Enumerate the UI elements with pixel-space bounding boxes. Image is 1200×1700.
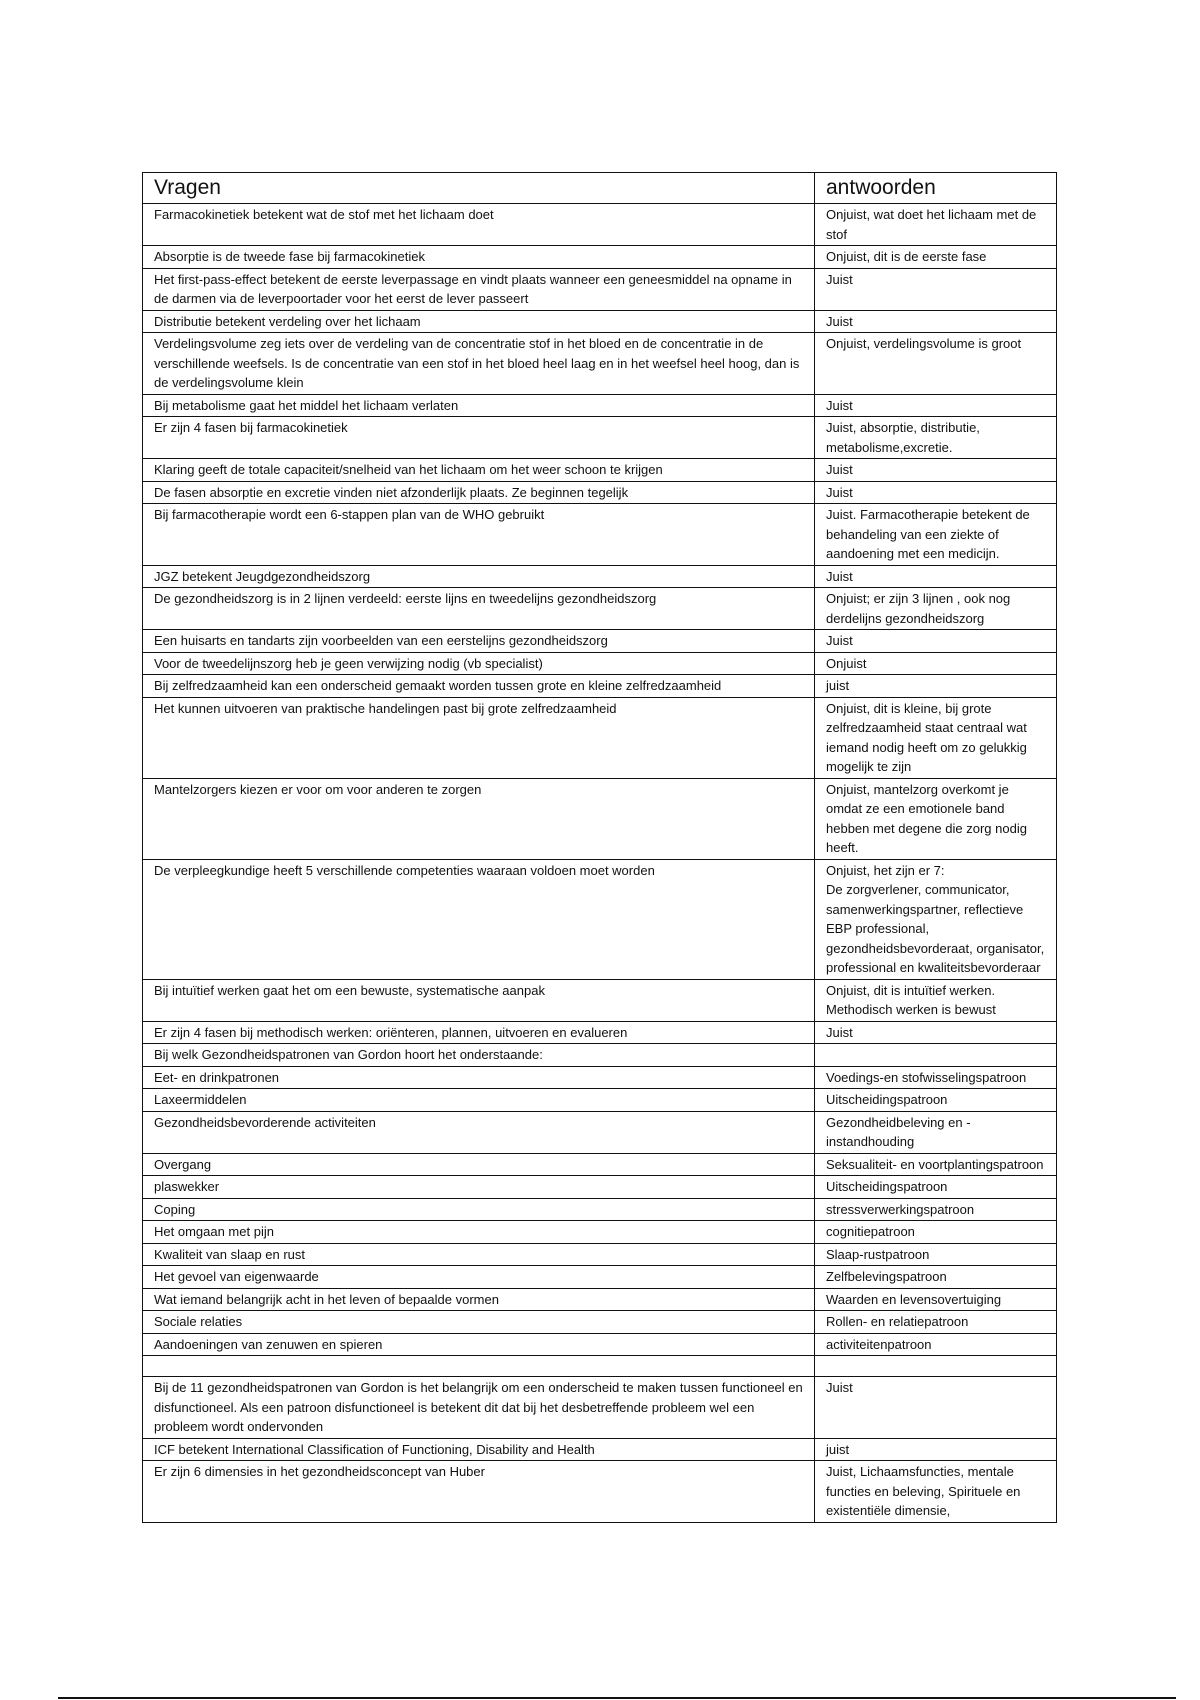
table-header-row xyxy=(143,173,1057,204)
qa-table xyxy=(142,172,1057,1523)
table-row xyxy=(143,979,1057,1021)
table-row xyxy=(143,1461,1057,1523)
table-row xyxy=(143,697,1057,778)
table-row xyxy=(143,1243,1057,1266)
table-row xyxy=(143,417,1057,459)
answer-cell: Onjuist, wat doet het lichaam met de stof xyxy=(815,204,1057,246)
answer-cell: cognitiepatroon xyxy=(815,1221,1057,1244)
question-cell: Voor de tweedelijnszorg heb je geen verwijzing nodig (vb specialist) xyxy=(143,652,815,675)
question-cell: Farmacokinetiek betekent wat de stof met het lichaam doet xyxy=(143,204,815,246)
answer-cell: Zelfbelevingspatroon xyxy=(815,1266,1057,1289)
question-cell: Sociale relaties xyxy=(143,1311,815,1334)
answer-cell: Juist xyxy=(815,459,1057,482)
table-row xyxy=(143,1111,1057,1153)
question-cell: Kwaliteit van slaap en rust xyxy=(143,1243,815,1266)
table-row xyxy=(143,1089,1057,1112)
table-row xyxy=(143,268,1057,310)
table-row xyxy=(143,1198,1057,1221)
question-cell: Het gevoel van eigenwaarde xyxy=(143,1266,815,1289)
table-row xyxy=(143,859,1057,979)
table-row xyxy=(143,204,1057,246)
table-row xyxy=(143,1044,1057,1067)
question-cell: De fasen absorptie en excretie vinden niet afzonderlijk plaats. Ze beginnen tegelijk xyxy=(143,481,815,504)
table-row xyxy=(143,588,1057,630)
question-cell: Mantelzorgers kiezen er voor om voor anderen te zorgen xyxy=(143,778,815,859)
question-cell: Het first-pass-effect betekent de eerste leverpassage en vindt plaats wanneer een geneesmiddel na opname in de darmen via de leverpoortader voor het eerst de lever passeert xyxy=(143,268,815,310)
answer-cell: stressverwerkingspatroon xyxy=(815,1198,1057,1221)
question-cell: Wat iemand belangrijk acht in het leven of bepaalde vormen xyxy=(143,1288,815,1311)
answer-cell: Juist xyxy=(815,1377,1057,1439)
table-row xyxy=(143,1221,1057,1244)
answer-cell: Onjuist xyxy=(815,652,1057,675)
table-row xyxy=(143,481,1057,504)
question-cell: Het omgaan met pijn xyxy=(143,1221,815,1244)
question-cell: Er zijn 4 fasen bij farmacokinetiek xyxy=(143,417,815,459)
answer-cell: Onjuist, het zijn er 7: De zorgverlener, communicator, samenwerkingspartner, reflectieve EBP professional, gezondheidsbevorderaat, organisator, professional en kwaliteitsbevorderaar xyxy=(815,859,1057,979)
answer-cell: Juist xyxy=(815,565,1057,588)
answer-cell: Slaap-rustpatroon xyxy=(815,1243,1057,1266)
question-cell: Distributie betekent verdeling over het lichaam xyxy=(143,310,815,333)
table-row xyxy=(143,1377,1057,1439)
question-cell: Bij de 11 gezondheidspatronen van Gordon is het belangrijk om een onderscheid te maken tussen functioneel en disfunctioneel. Als een patroon disfunctioneel is betekent dit dat bij het desbetreffende probleem wel een probleem wordt ondervonden xyxy=(143,1377,815,1439)
table-row xyxy=(143,1176,1057,1199)
header-antwoorden: antwoorden xyxy=(815,173,1057,204)
question-cell xyxy=(143,1356,815,1377)
question-cell: Bij farmacotherapie wordt een 6-stappen plan van de WHO gebruikt xyxy=(143,504,815,566)
question-cell: Eet- en drinkpatronen xyxy=(143,1066,815,1089)
answer-cell: juist xyxy=(815,675,1057,698)
question-cell: Er zijn 4 fasen bij methodisch werken: oriënteren, plannen, uitvoeren en evalueren xyxy=(143,1021,815,1044)
answer-cell: Onjuist, verdelingsvolume is groot xyxy=(815,333,1057,395)
table-body xyxy=(143,204,1057,1523)
question-cell: Een huisarts en tandarts zijn voorbeelden van een eerstelijns gezondheidszorg xyxy=(143,630,815,653)
table-row xyxy=(143,1333,1057,1356)
question-cell: Absorptie is de tweede fase bij farmacokinetiek xyxy=(143,246,815,269)
question-cell: Gezondheidsbevorderende activiteiten xyxy=(143,1111,815,1153)
table-row xyxy=(143,246,1057,269)
answer-cell: Juist xyxy=(815,394,1057,417)
table-row xyxy=(143,630,1057,653)
footer-divider xyxy=(58,1697,1176,1699)
table-row xyxy=(143,504,1057,566)
table-row xyxy=(143,1266,1057,1289)
table-row xyxy=(143,459,1057,482)
answer-cell: Onjuist, dit is intuïtief werken. Methodisch werken is bewust xyxy=(815,979,1057,1021)
table-row xyxy=(143,310,1057,333)
answer-cell: Uitscheidingspatroon xyxy=(815,1089,1057,1112)
table-row xyxy=(143,1153,1057,1176)
question-cell: Verdelingsvolume zeg iets over de verdeling van de concentratie stof in het bloed en de concentratie in de verschillende weefsels. Is de concentratie van een stof in het bloed heel laag en in het weefsel heel hoog, dan is de verdelingsvolume klein xyxy=(143,333,815,395)
answer-cell: Voedings-en stofwisselingspatroon xyxy=(815,1066,1057,1089)
question-cell: Er zijn 6 dimensies in het gezondheidsconcept van Huber xyxy=(143,1461,815,1523)
table-row xyxy=(143,1021,1057,1044)
answer-cell: Rollen- en relatiepatroon xyxy=(815,1311,1057,1334)
answer-cell: Juist xyxy=(815,268,1057,310)
question-cell: Overgang xyxy=(143,1153,815,1176)
table-row xyxy=(143,1438,1057,1461)
answer-cell: Juist. Farmacotherapie betekent de behandeling van een ziekte of aandoening met een medicijn. xyxy=(815,504,1057,566)
answer-cell: Juist xyxy=(815,1021,1057,1044)
table-row-empty xyxy=(143,1356,1057,1377)
table-row xyxy=(143,1066,1057,1089)
answer-cell xyxy=(815,1044,1057,1067)
question-cell: Bij metabolisme gaat het middel het lichaam verlaten xyxy=(143,394,815,417)
question-cell: Bij welk Gezondheidspatronen van Gordon hoort het onderstaande: xyxy=(143,1044,815,1067)
answer-cell: Onjuist, dit is de eerste fase xyxy=(815,246,1057,269)
answer-cell: Juist xyxy=(815,310,1057,333)
answer-cell: Juist, absorptie, distributie, metabolisme,excretie. xyxy=(815,417,1057,459)
answer-cell: juist xyxy=(815,1438,1057,1461)
answer-cell: Onjuist, dit is kleine, bij grote zelfredzaamheid staat centraal wat iemand nodig heeft om zo gelukkig mogelijk te zijn xyxy=(815,697,1057,778)
answer-cell: Onjuist, mantelzorg overkomt je omdat ze een emotionele band hebben met degene die zorg nodig heeft. xyxy=(815,778,1057,859)
answer-cell: Juist xyxy=(815,630,1057,653)
table-row xyxy=(143,1311,1057,1334)
answer-cell: Onjuist; er zijn 3 lijnen , ook nog derdelijns gezondheidszorg xyxy=(815,588,1057,630)
answer-cell: Waarden en levensovertuiging xyxy=(815,1288,1057,1311)
question-cell: Het kunnen uitvoeren van praktische handelingen past bij grote zelfredzaamheid xyxy=(143,697,815,778)
question-cell: ICF betekent International Classification of Functioning, Disability and Health xyxy=(143,1438,815,1461)
question-cell: Klaring geeft de totale capaciteit/snelheid van het lichaam om het weer schoon te krijgen xyxy=(143,459,815,482)
answer-cell: activiteitenpatroon xyxy=(815,1333,1057,1356)
table-row xyxy=(143,778,1057,859)
question-cell: Laxeermiddelen xyxy=(143,1089,815,1112)
question-cell: JGZ betekent Jeugdgezondheidszorg xyxy=(143,565,815,588)
question-cell: De gezondheidszorg is in 2 lijnen verdeeld: eerste lijns en tweedelijns gezondheidszorg xyxy=(143,588,815,630)
question-cell: Aandoeningen van zenuwen en spieren xyxy=(143,1333,815,1356)
header-vragen: Vragen xyxy=(143,173,815,204)
table-row xyxy=(143,394,1057,417)
answer-cell: Juist, Lichaamsfuncties, mentale functies en beleving, Spirituele en existentiële dimensie, xyxy=(815,1461,1057,1523)
table-row xyxy=(143,1288,1057,1311)
table-row xyxy=(143,333,1057,395)
question-cell: De verpleegkundige heeft 5 verschillende competenties waaraan voldoen moet worden xyxy=(143,859,815,979)
answer-cell: Uitscheidingspatroon xyxy=(815,1176,1057,1199)
table-row xyxy=(143,652,1057,675)
question-cell: Coping xyxy=(143,1198,815,1221)
answer-cell: Seksualiteit- en voortplantingspatroon xyxy=(815,1153,1057,1176)
question-cell: plaswekker xyxy=(143,1176,815,1199)
table-row xyxy=(143,565,1057,588)
answer-cell: Gezondheidbeleving en -instandhouding xyxy=(815,1111,1057,1153)
answer-cell: Juist xyxy=(815,481,1057,504)
question-cell: Bij zelfredzaamheid kan een onderscheid gemaakt worden tussen grote en kleine zelfredzaamheid xyxy=(143,675,815,698)
table-row xyxy=(143,675,1057,698)
answer-cell xyxy=(815,1356,1057,1377)
question-cell: Bij intuïtief werken gaat het om een bewuste, systematische aanpak xyxy=(143,979,815,1021)
